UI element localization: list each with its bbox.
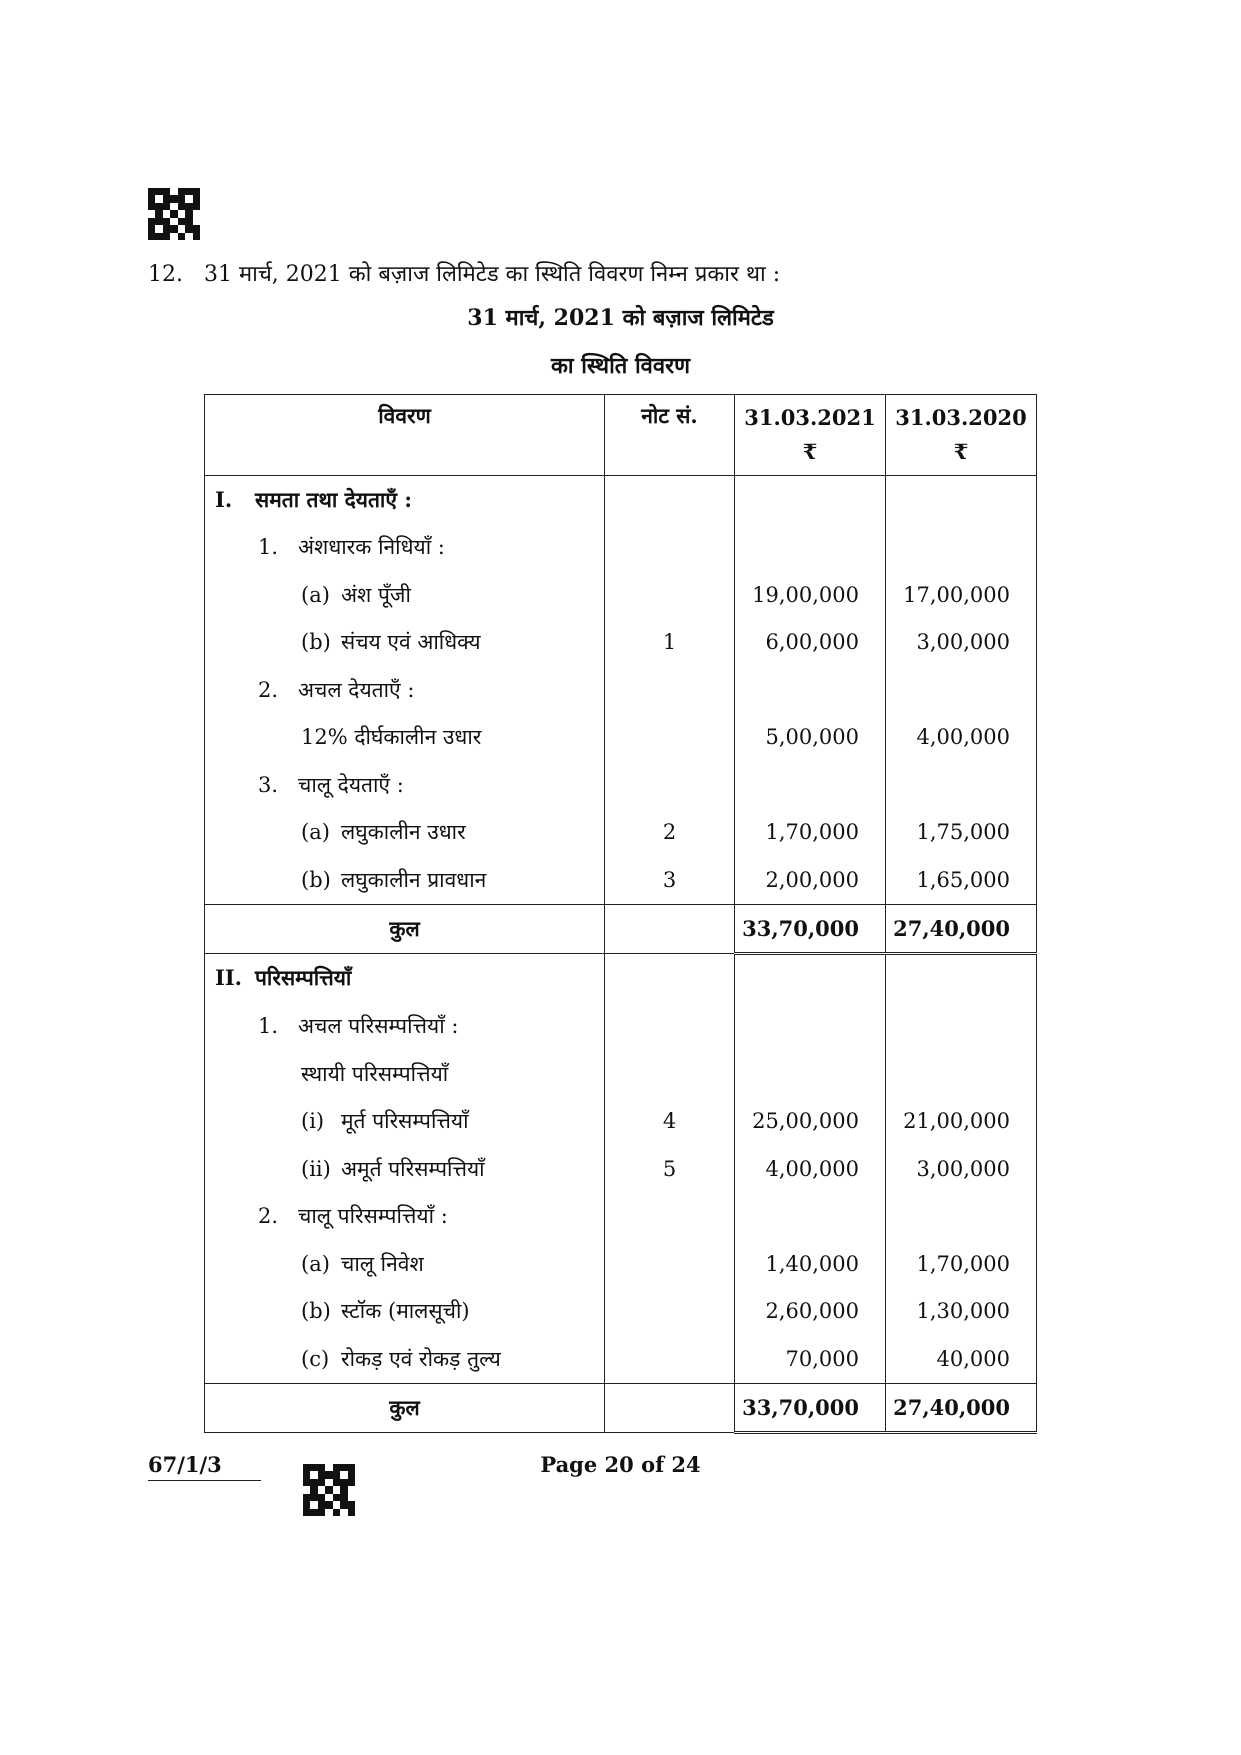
row-label: अचल देयताएँ : bbox=[298, 677, 415, 702]
row-note bbox=[605, 1003, 735, 1051]
row-value-2021: 1,70,000 bbox=[735, 809, 886, 857]
row-value-2020 bbox=[886, 666, 1037, 714]
row-marker: (a) bbox=[301, 820, 330, 845]
row-value-2021 bbox=[735, 476, 886, 524]
page-number: Page 20 of 24 bbox=[540, 1452, 701, 1477]
row-note bbox=[605, 714, 735, 762]
row-particulars bbox=[205, 1098, 605, 1146]
row-note: 1 bbox=[605, 619, 735, 667]
table-row bbox=[205, 1193, 1037, 1241]
row-value-2020: 40,000 bbox=[886, 1335, 1037, 1383]
table-row bbox=[205, 954, 1037, 1003]
row-value-2021 bbox=[735, 954, 886, 1003]
row-particulars bbox=[205, 856, 605, 904]
table-row bbox=[205, 761, 1037, 809]
paper-code: 67/1/3 bbox=[148, 1452, 222, 1477]
row-value-2021 bbox=[735, 1193, 886, 1241]
total-note bbox=[605, 1383, 735, 1433]
row-value-2020: 1,30,000 bbox=[886, 1288, 1037, 1336]
row-particulars bbox=[205, 666, 605, 714]
row-label: अंशधारक निधियाँ : bbox=[298, 535, 445, 560]
total-2021: 33,70,000 bbox=[735, 1383, 886, 1433]
row-value-2021: 2,00,000 bbox=[735, 856, 886, 904]
table-row bbox=[205, 856, 1037, 904]
row-label: लघुकालीन उधार bbox=[341, 820, 466, 845]
row-value-2020: 3,00,000 bbox=[886, 619, 1037, 667]
table-row bbox=[205, 666, 1037, 714]
row-particulars bbox=[205, 1050, 605, 1098]
table-row bbox=[205, 714, 1037, 762]
row-marker: 3. bbox=[258, 772, 279, 797]
row-particulars bbox=[205, 619, 605, 667]
row-value-2021: 1,40,000 bbox=[735, 1240, 886, 1288]
row-value-2020: 1,65,000 bbox=[886, 856, 1037, 904]
header-year-2021 bbox=[735, 395, 886, 476]
row-value-2021: 25,00,000 bbox=[735, 1098, 886, 1146]
row-label: समता तथा देयताएँ : bbox=[255, 486, 413, 512]
row-note bbox=[605, 476, 735, 524]
row-particulars bbox=[205, 1288, 605, 1336]
row-value-2021 bbox=[735, 524, 886, 572]
row-marker: 1. bbox=[258, 535, 279, 560]
header-year-2020-currency: ₹ bbox=[953, 439, 969, 464]
row-value-2021: 19,00,000 bbox=[735, 571, 886, 619]
statement-title: 31 मार्च, 2021 को बज़ाज लिमिटेड bbox=[467, 305, 774, 331]
table-row bbox=[205, 1240, 1037, 1288]
table-row bbox=[205, 1050, 1037, 1098]
row-marker: (b) bbox=[301, 867, 331, 892]
row-label: संचय एवं आधिक्य bbox=[341, 630, 481, 655]
header-year-2020 bbox=[886, 395, 1037, 476]
question-line bbox=[148, 258, 780, 288]
row-value-2021: 2,60,000 bbox=[735, 1288, 886, 1336]
row-marker: (a) bbox=[301, 1251, 330, 1276]
row-marker: (a) bbox=[301, 582, 330, 607]
row-particulars bbox=[205, 1145, 605, 1193]
table-row bbox=[205, 571, 1037, 619]
row-value-2021 bbox=[735, 1003, 886, 1051]
balance-sheet-table bbox=[204, 394, 1037, 1434]
row-label: अमूर्त परिसम्पत्तियाँ bbox=[341, 1156, 485, 1181]
row-value-2021 bbox=[735, 761, 886, 809]
row-value-2021 bbox=[735, 666, 886, 714]
row-note bbox=[605, 524, 735, 572]
row-label: लघुकालीन प्रावधान bbox=[341, 867, 487, 892]
table-row bbox=[205, 1145, 1037, 1193]
row-note bbox=[605, 1288, 735, 1336]
row-marker: I. bbox=[215, 486, 233, 512]
row-value-2020 bbox=[886, 954, 1037, 1003]
row-label: चालू देयताएँ : bbox=[298, 772, 404, 797]
row-value-2020 bbox=[886, 1050, 1037, 1098]
row-note bbox=[605, 954, 735, 1003]
row-marker: (i) bbox=[301, 1109, 325, 1134]
row-label: स्टॉक (मालसूची) bbox=[341, 1299, 470, 1324]
row-value-2020: 3,00,000 bbox=[886, 1145, 1037, 1193]
row-label: चालू परिसम्पत्तियाँ : bbox=[298, 1204, 448, 1229]
table-row bbox=[205, 476, 1037, 524]
total-label: कुल bbox=[205, 1383, 605, 1433]
row-particulars bbox=[205, 1240, 605, 1288]
row-particulars bbox=[205, 476, 605, 524]
row-value-2020 bbox=[886, 1193, 1037, 1241]
row-note: 4 bbox=[605, 1098, 735, 1146]
row-particulars bbox=[205, 1335, 605, 1383]
table-row bbox=[205, 1335, 1037, 1383]
row-note bbox=[605, 1050, 735, 1098]
row-particulars bbox=[205, 1003, 605, 1051]
row-marker: 2. bbox=[258, 677, 279, 702]
row-value-2020 bbox=[886, 524, 1037, 572]
row-particulars bbox=[205, 714, 605, 762]
row-value-2020: 21,00,000 bbox=[886, 1098, 1037, 1146]
row-particulars bbox=[205, 571, 605, 619]
table-row bbox=[205, 1003, 1037, 1051]
row-label: परिसम्पत्तियाँ bbox=[255, 965, 352, 991]
table-header-row bbox=[205, 395, 1037, 476]
total-row-liabilities bbox=[205, 904, 1037, 954]
row-value-2021 bbox=[735, 1050, 886, 1098]
total-row-assets bbox=[205, 1383, 1037, 1433]
table-row bbox=[205, 619, 1037, 667]
row-note: 2 bbox=[605, 809, 735, 857]
table-row bbox=[205, 524, 1037, 572]
total-2020: 27,40,000 bbox=[886, 904, 1037, 954]
row-label: 12% दीर्घकालीन उधार bbox=[301, 725, 482, 750]
row-label: स्थायी परिसम्पत्तियाँ bbox=[301, 1061, 449, 1086]
row-value-2020: 4,00,000 bbox=[886, 714, 1037, 762]
row-particulars bbox=[205, 761, 605, 809]
row-note: 5 bbox=[605, 1145, 735, 1193]
row-note bbox=[605, 666, 735, 714]
row-note bbox=[605, 1335, 735, 1383]
row-particulars bbox=[205, 524, 605, 572]
row-value-2020: 17,00,000 bbox=[886, 571, 1037, 619]
total-label: कुल bbox=[205, 904, 605, 954]
row-note bbox=[605, 761, 735, 809]
header-particulars: विवरण bbox=[205, 395, 605, 476]
header-note: नोट सं. bbox=[605, 395, 735, 476]
row-marker: (b) bbox=[301, 1299, 331, 1324]
header-year-2021-currency: ₹ bbox=[802, 439, 818, 464]
row-value-2021: 5,00,000 bbox=[735, 714, 886, 762]
row-marker: 1. bbox=[258, 1014, 279, 1039]
table-row bbox=[205, 1288, 1037, 1336]
row-value-2021: 4,00,000 bbox=[735, 1145, 886, 1193]
row-value-2021: 6,00,000 bbox=[735, 619, 886, 667]
row-value-2020 bbox=[886, 476, 1037, 524]
qr-code-icon bbox=[148, 188, 200, 240]
row-value-2020 bbox=[886, 1003, 1037, 1051]
row-particulars bbox=[205, 1193, 605, 1241]
row-note: 3 bbox=[605, 856, 735, 904]
header-year-2020-date: 31.03.2020 bbox=[895, 405, 1027, 430]
table-row bbox=[205, 1098, 1037, 1146]
total-2021: 33,70,000 bbox=[735, 904, 886, 954]
statement-subtitle: का स्थिति विवरण bbox=[550, 353, 691, 379]
total-note bbox=[605, 904, 735, 954]
row-label: रोकड़ एवं रोकड़ तुल्य bbox=[341, 1346, 501, 1371]
row-marker: (ii) bbox=[301, 1156, 331, 1181]
row-value-2020: 1,70,000 bbox=[886, 1240, 1037, 1288]
row-value-2021: 70,000 bbox=[735, 1335, 886, 1383]
row-marker: II. bbox=[215, 965, 242, 991]
question-text: 31 मार्च, 2021 को बज़ाज लिमिटेड का स्थिति विवरण निम्न प्रकार था : bbox=[204, 262, 781, 287]
header-year-2021-date: 31.03.2021 bbox=[744, 405, 876, 430]
row-marker: (b) bbox=[301, 630, 331, 655]
row-label: अंश पूँजी bbox=[341, 582, 411, 607]
row-particulars bbox=[205, 809, 605, 857]
row-marker: 2. bbox=[258, 1204, 279, 1229]
row-note bbox=[605, 571, 735, 619]
table-row bbox=[205, 809, 1037, 857]
row-label: अचल परिसम्पत्तियाँ : bbox=[298, 1014, 459, 1039]
question-number: 12. bbox=[148, 262, 183, 287]
row-label: चालू निवेश bbox=[341, 1251, 424, 1276]
row-value-2020 bbox=[886, 761, 1037, 809]
row-value-2020: 1,75,000 bbox=[886, 809, 1037, 857]
paper-code-underline bbox=[148, 1480, 261, 1481]
row-label: मूर्त परिसम्पत्तियाँ bbox=[341, 1109, 469, 1134]
total-2020: 27,40,000 bbox=[886, 1383, 1037, 1433]
row-particulars bbox=[205, 954, 605, 1003]
row-note bbox=[605, 1193, 735, 1241]
row-marker: (c) bbox=[301, 1346, 330, 1371]
row-note bbox=[605, 1240, 735, 1288]
